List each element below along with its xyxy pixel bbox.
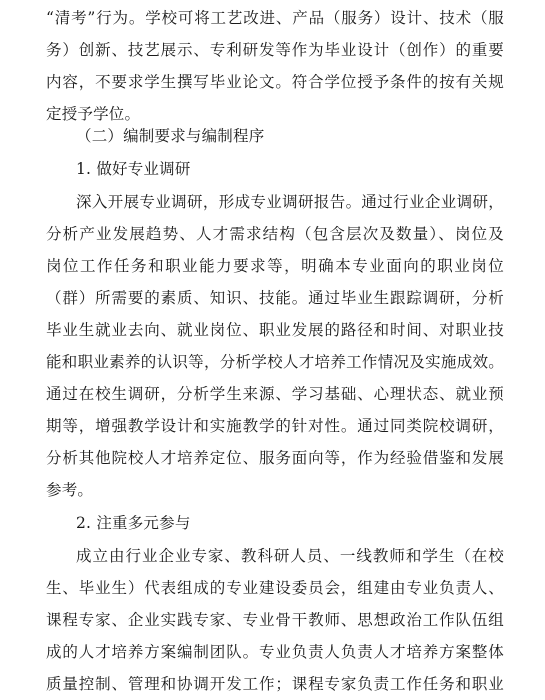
text-line: 课程专家、企业实践专家、专业骨干教师、思想政治工作队伍组 [46,611,504,629]
text-line: 参考。 [46,481,94,499]
text-line: 务）创新、技艺展示、专利研发等作为毕业设计（创作）的重要 [46,41,504,59]
text-line: 分析其他院校人才培养定位、服务面向等，作为经验借鉴和发展 [46,449,504,467]
text-line: 能和职业素养的认识等，分析学校人才培养工作情况及实施成效。 [46,353,504,371]
text-line: 毕业生就业去向、就业岗位、职业发展的路径和时间、对职业技 [46,321,504,339]
text-line: 内容，不要求学生撰写毕业论文。符合学位授予条件的按有关规 [46,73,504,91]
text-line: 成立由行业企业专家、教科研人员、一线教师和学生（在校 [76,547,504,565]
text-line: 成的人才培养方案编制团队。专业负责人负责人才培养方案整体 [46,643,504,661]
text-line: 岗位工作任务和职业能力要求等，明确本专业面向的职业岗位 [46,257,504,275]
text-line: 质量控制、管理和协调开发工作；课程专家负责工作任务和职业 [46,675,504,693]
text-line: （群）所需要的素质、知识、技能。通过毕业生跟踪调研，分析 [46,289,504,307]
subsection-heading: 2. 注重多元参与 [76,514,191,532]
section-heading: （二）编制要求与编制程序 [76,127,265,145]
text-line: 期等，增强教学设计和实施教学的针对性。通过同类院校调研， [46,417,504,435]
text-line: 深入开展专业调研，形成专业调研报告。通过行业企业调研， [76,193,504,211]
text-line: 生、毕业生）代表组成的专业建设委员会，组建由专业负责人、 [46,579,504,597]
text-line: 定授予学位。 [46,105,141,123]
subsection-heading: 1. 做好专业调研 [76,160,191,178]
text-line: 通过在校生调研，分析学生来源、学习基础、心理状态、就业预 [46,385,504,403]
text-line: 分析产业发展趋势、人才需求结构（包含层次及数量）、岗位及 [46,225,504,243]
text-line: “清考”行为。学校可将工艺改进、产品（服务）设计、技术（服 [46,9,504,27]
